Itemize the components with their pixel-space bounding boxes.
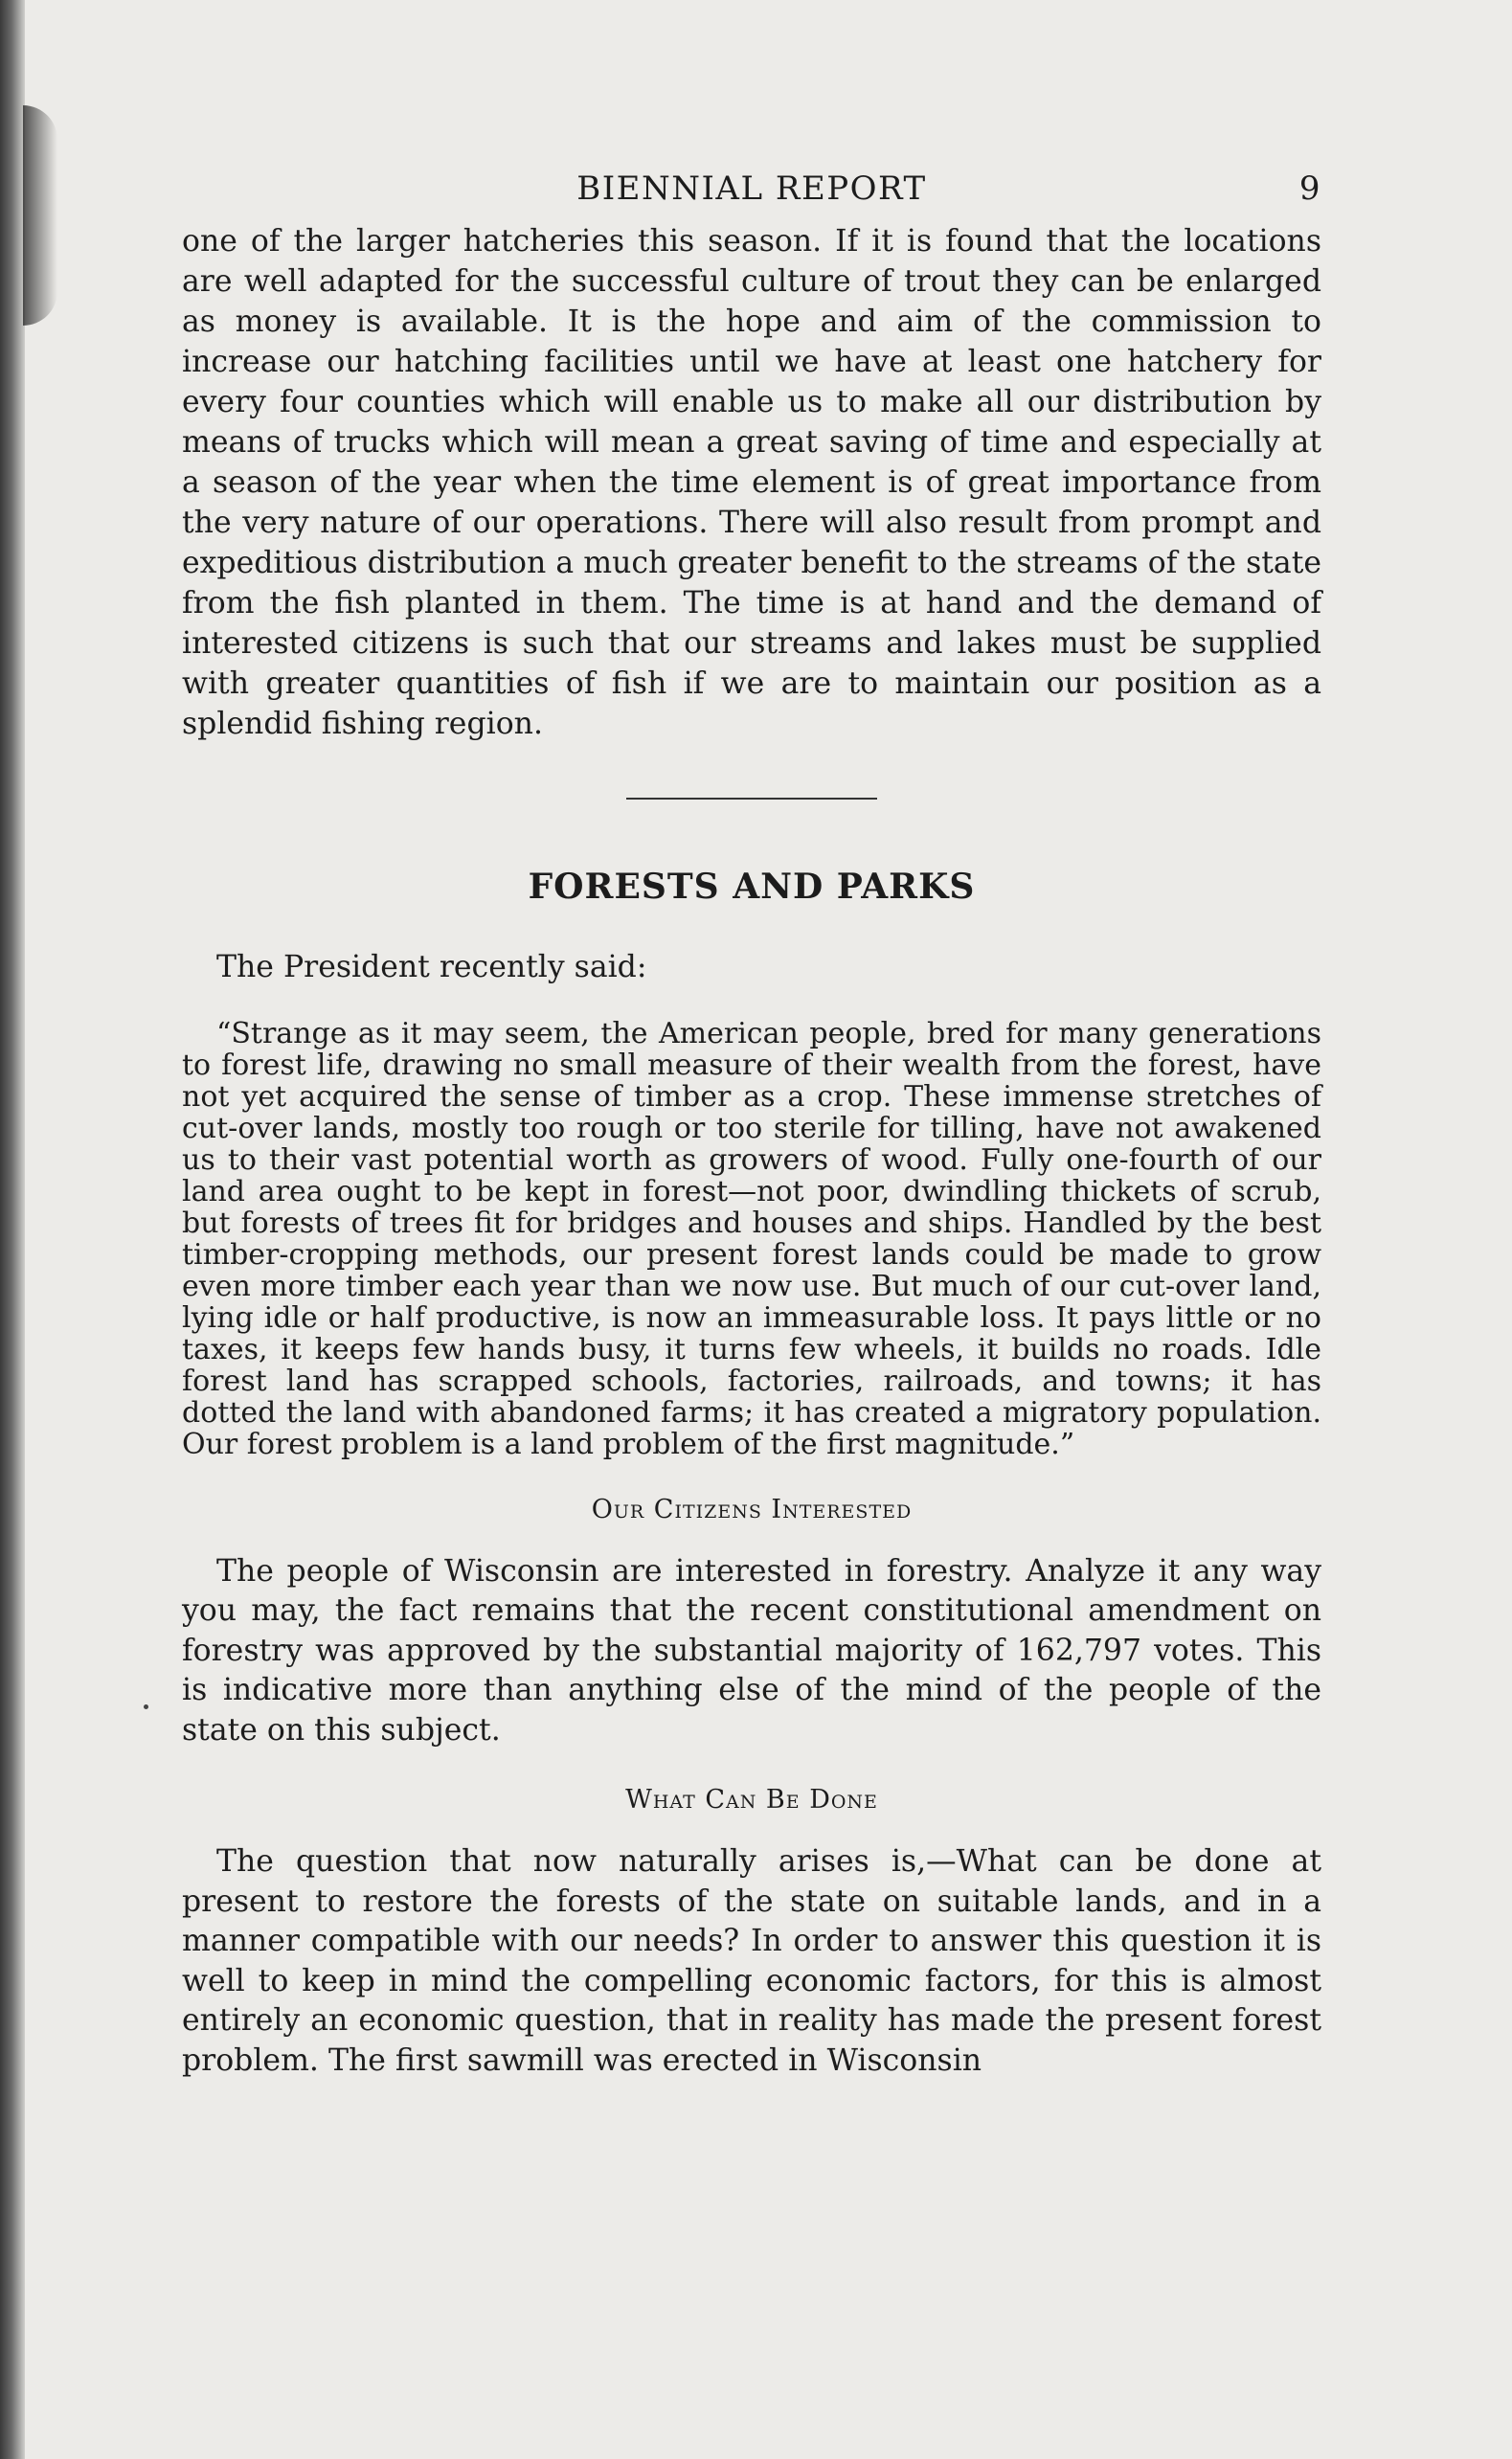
binding-shadow bbox=[23, 105, 57, 326]
section-heading: FORESTS AND PARKS bbox=[528, 867, 976, 907]
paragraph-citizens-interested: The people of Wisconsin are interested in forestry. Analyze it any way you may, the fact remains that the recent constitutional amendment on forestry was approved by the substantial majority of 162,797 votes. This is indicative more than anything else of the mind of the people of the state on this subject. bbox=[182, 1553, 1321, 1748]
quote-lead-in: The President recently said: bbox=[216, 950, 647, 984]
section-divider bbox=[626, 798, 877, 800]
paragraph-what-can-be-done: The question that now naturally arises is,—What can be done at present to restore the forests of the state on suitable lands, and in a manner compatible with our needs? In order to answer this question it is well to keep in mind the compelling economic factors, for this is almost entirely an economic question, that in reality has made the present forest problem. The first sawmill was erected in Wisconsin bbox=[182, 1844, 1321, 2078]
page-content bbox=[182, 168, 1321, 2111]
ink-speck bbox=[144, 1704, 148, 1709]
book-binding-edge bbox=[0, 0, 25, 2459]
opening-paragraph bbox=[182, 221, 1321, 744]
opening-paragraph-text: one of the larger hatcheries this season. If it is found that the locations are well adapted for the successful culture of trout they can be enlarged as money is available. It is the hope and aim of the commission to increase our hatching facilities until we have at least one hatchery for every four counties which will enable us to make all our distribution by means of trucks which will mean a great saving of time and especially at a season of the year when the time element is of great importance from the very nature of our operations. There will also result from prompt and expeditious distribution a much greater benefit to the streams of the state from the fish planted in them. The time is at hand and the demand of interested citizens is such that our streams and lakes must be supplied with greater quantities of fish if we are to maintain our position as a splendid fishing region. bbox=[182, 224, 1321, 741]
page-number: 9 bbox=[1298, 169, 1321, 208]
presidential-quote: “Strange as it may seem, the American people, bred for many generations to forest life, drawing no small measure of their wealth from the forest, have not yet acquired the sense of timber as a crop. These immense stretches of cut-over lands, mostly too rough or too sterile for tilling, have not awakened us to their vast potential worth as growers of wood. Fully one-fourth of our land area ought to be kept in forest—not poor, dwindling thickets of scrub, but forests of trees fit for bridges and houses and ships. Handled by the best timber-cropping methods, our present forest lands could be made to grow even more timber each year than we now use. But much of our cut-over land, lying idle or half productive, is now an immeasurable loss. It pays little or no taxes, it keeps few hands busy, it turns few wheels, it builds no roads. Idle forest land has scrapped schools, factories, railroads, and towns; it has dotted the land with abandoned farms; it has created a migratory population. Our forest problem is a land problem of the first magnitude.” bbox=[182, 1016, 1321, 1461]
subheading-what-can-be-done: What Can Be Done bbox=[625, 1785, 878, 1815]
subheading-citizens-interested: Our Citizens Interested bbox=[591, 1494, 913, 1524]
page-header bbox=[182, 168, 1321, 221]
running-title: BIENNIAL REPORT bbox=[576, 169, 927, 208]
